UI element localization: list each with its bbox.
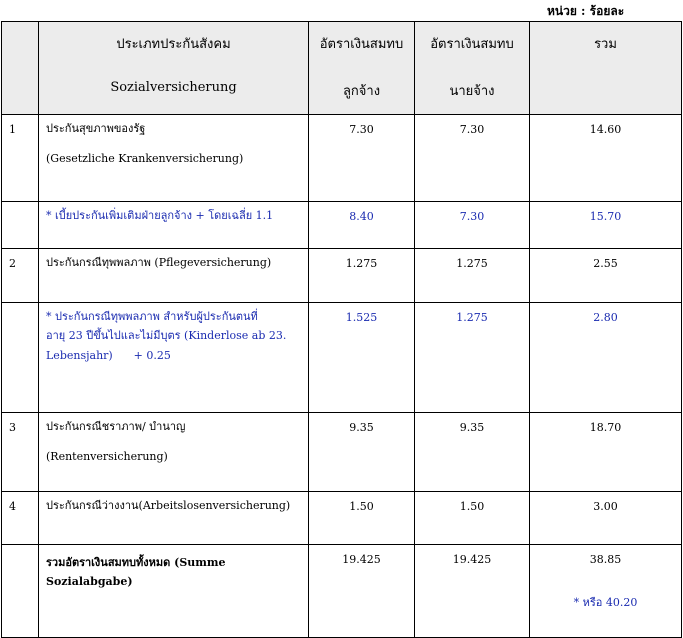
row-sublabel: (Rentenversicherung) — [46, 450, 168, 464]
table-row-care — [2, 249, 682, 303]
employer-rate: 9.35 — [415, 413, 530, 492]
employee-rate: 1.275 — [309, 249, 415, 303]
header-type-german: Sozialversicherung — [110, 80, 237, 95]
table-row-health-extra — [2, 202, 682, 249]
total-rate: 15.70 — [530, 202, 682, 249]
employee-rate: 1.50 — [309, 492, 415, 545]
row-label-line2: อายุ 23 ปีขึ้นไปและไม่มีบุตร (Kinderlose ab 23. — [46, 329, 287, 343]
employee-rate: 8.40 — [309, 202, 415, 249]
employer-rate: 7.30 — [415, 115, 530, 202]
row-label-line1: รวมอัตราเงินสมทบทั้งหมด (Summe — [46, 556, 226, 569]
row-index — [2, 303, 39, 413]
total-rate-note: * หรือ 40.20 — [573, 596, 638, 609]
table-row-pension — [2, 413, 682, 492]
total-rate: 38.85 — [589, 553, 622, 566]
employer-rate: 1.275 — [415, 303, 530, 413]
total-rate-cell — [530, 545, 682, 638]
row-label: ประกันกรณีว่างงาน(Arbeitslosenversicherung) — [39, 492, 309, 545]
row-index: 2 — [2, 249, 39, 303]
row-label-cell — [39, 545, 309, 638]
header-employer-line2: นายจ้าง — [449, 84, 495, 99]
row-index: 4 — [2, 492, 39, 545]
employee-rate: 19.425 — [309, 545, 415, 638]
row-index — [2, 202, 39, 249]
table-row-total — [2, 545, 682, 638]
row-index — [2, 545, 39, 638]
table-header-row — [2, 22, 682, 115]
row-label-cell — [39, 115, 309, 202]
header-employee-cell — [309, 22, 415, 115]
table-row-care-childless — [2, 303, 682, 413]
employer-rate: 19.425 — [415, 545, 530, 638]
table-row-health — [2, 115, 682, 202]
header-index-cell — [2, 22, 39, 115]
row-label: ประกันกรณีชราภาพ/ บำนาญ — [46, 420, 186, 433]
employee-rate: 7.30 — [309, 115, 415, 202]
table-row-unemployment — [2, 492, 682, 545]
row-label: * เบี้ยประกันเพิ่มเติมฝ่ายลูกจ้าง + โดยเฉลี่ย 1.1 — [39, 202, 309, 249]
row-index: 3 — [2, 413, 39, 492]
row-label-line3: Lebensjahr) + 0.25 — [46, 348, 171, 362]
header-type-cell — [39, 22, 309, 115]
header-employer-cell — [415, 22, 530, 115]
row-label-line1: * ประกันกรณีทุพพลภาพ สำหรับผู้ประกันตนที่ — [46, 310, 258, 323]
header-employee-line2: ลูกจ้าง — [342, 84, 381, 99]
employer-rate: 7.30 — [415, 202, 530, 249]
row-sublabel: (Gesetzliche Krankenversicherung) — [46, 152, 244, 166]
header-type-thai: ประเภทประกันสังคม — [116, 37, 231, 52]
row-label: ประกันกรณีทุพพลภาพ (Pflegeversicherung) — [39, 249, 309, 303]
header-total: รวม — [594, 37, 617, 52]
employer-rate: 1.275 — [415, 249, 530, 303]
unit-label: หน่วย : ร้อยละ — [547, 4, 625, 18]
row-label-cell — [39, 303, 309, 413]
header-total-cell — [530, 22, 682, 115]
total-rate: 18.70 — [530, 413, 682, 492]
employer-rate: 1.50 — [415, 492, 530, 545]
total-rate: 2.80 — [530, 303, 682, 413]
social-insurance-table — [1, 21, 682, 638]
row-label-line2: Sozialabgabe) — [46, 575, 133, 589]
total-rate: 14.60 — [530, 115, 682, 202]
total-rate: 3.00 — [530, 492, 682, 545]
row-index: 1 — [2, 115, 39, 202]
row-label: ประกันสุขภาพของรัฐ — [46, 122, 146, 135]
row-label-cell — [39, 413, 309, 492]
total-rate: 2.55 — [530, 249, 682, 303]
header-employer-line1: อัตราเงินสมทบ — [430, 37, 514, 52]
employee-rate: 1.525 — [309, 303, 415, 413]
employee-rate: 9.35 — [309, 413, 415, 492]
header-employee-line1: อัตราเงินสมทบ — [319, 37, 404, 52]
